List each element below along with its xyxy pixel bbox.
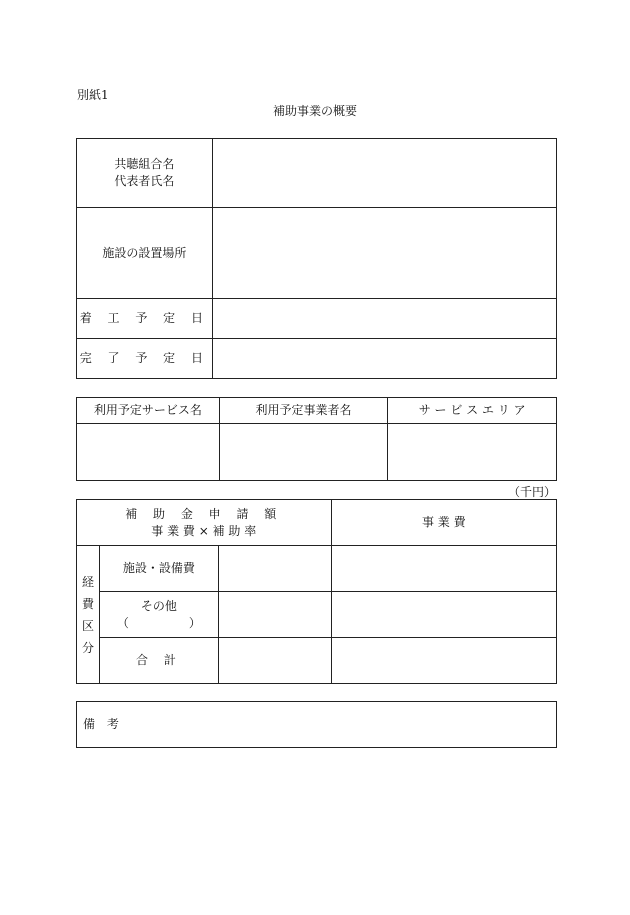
category-char: 費 [81,596,94,611]
other-label-cell [99,592,218,638]
cost-table [76,499,557,684]
association-label-cell [77,139,213,208]
service-name-value-cell[interactable] [77,424,220,481]
remarks-label: 備 考 [83,717,123,731]
subsidy-formula-header: 事 業 費 × 補 助 率 [151,523,257,538]
other-subsidy-cell[interactable] [218,592,331,638]
completion-date-value-cell[interactable] [212,339,556,379]
facility-location-value-cell[interactable] [212,208,556,299]
facility-cost-cell[interactable] [331,546,556,592]
category-char: 分 [81,640,94,655]
unit-label: （千円） [508,485,557,499]
attachment-label: 別紙1 [77,88,109,102]
facility-equipment-label: 施設・設備費 [99,546,218,592]
service-area-header: サ ー ビ ス エ リ ア [388,398,557,424]
start-date-value-cell[interactable] [212,299,556,339]
document-title: 補助事業の概要 [272,104,357,118]
total-label: 合 計 [99,638,218,684]
total-cost-cell[interactable] [331,638,556,684]
start-date-label: 着 工 予 定 日 [77,299,213,339]
basic-info-table [76,138,557,379]
project-cost-header: 事 業 費 [331,500,556,546]
representative-name-label: 代表者氏名 [114,174,175,188]
category-char: 区 [81,618,94,633]
expense-category-label [77,546,100,684]
service-area-value-cell[interactable] [388,424,557,481]
total-subsidy-cell[interactable] [218,638,331,684]
completion-date-label: 完 了 予 定 日 [77,339,213,379]
other-cost-cell[interactable] [331,592,556,638]
provider-name-header: 利用予定事業者名 [219,398,388,424]
subsidy-header-cell [77,500,332,546]
other-detail-parentheses: （ ） [116,615,201,630]
subsidy-amount-header: 補 助 金 申 請 額 [125,506,283,521]
service-name-header: 利用予定サービス名 [77,398,220,424]
category-char: 経 [81,574,94,589]
other-label: その他 [140,598,177,613]
remarks-table [76,701,557,748]
facility-subsidy-cell[interactable] [218,546,331,592]
association-name-label: 共聴組合名 [114,157,175,171]
provider-name-value-cell[interactable] [219,424,388,481]
remarks-cell[interactable] [77,702,557,748]
facility-location-label: 施設の設置場所 [77,208,213,299]
association-value-cell[interactable] [212,139,556,208]
service-info-table [76,397,557,481]
